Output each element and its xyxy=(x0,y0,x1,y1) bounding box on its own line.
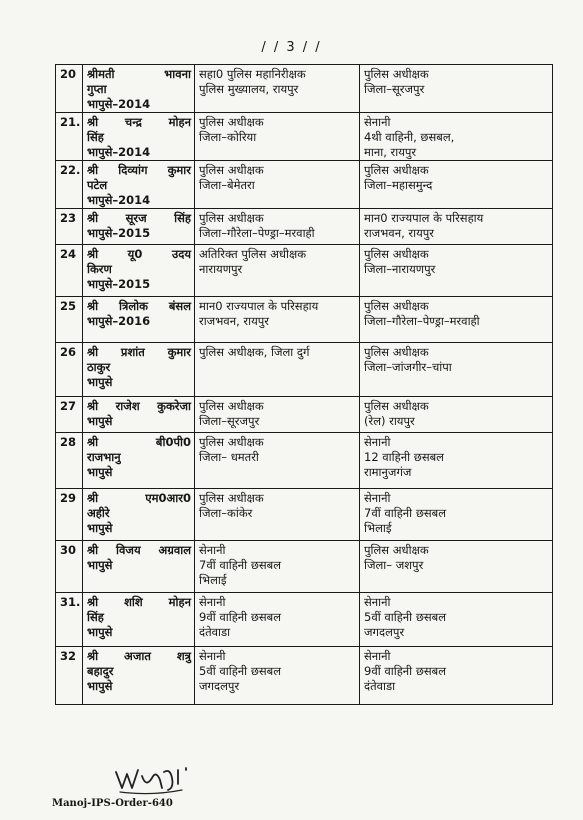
serial-number-cell xyxy=(56,65,83,113)
officer-name-line: श्री शशि मोहन xyxy=(87,595,191,609)
serial-number-cell xyxy=(56,647,83,705)
new-posting-line: पुलिस अधीक्षक xyxy=(364,399,429,413)
current-posting-cell xyxy=(195,397,360,433)
officer-name-line: पटेल xyxy=(87,178,108,192)
serial-number: 21. xyxy=(60,115,81,129)
current-posting-line: 9वीं वाहिनी छसबल xyxy=(199,610,282,624)
new-posting-line: पुलिस अधीक्षक xyxy=(364,543,429,557)
current-posting-cell xyxy=(195,113,360,161)
new-posting-line: जिला–नारायणपुर xyxy=(364,262,436,276)
officer-cadre: भापुसे–2014 xyxy=(87,97,151,111)
new-posting-cell xyxy=(360,593,553,647)
officer-name-cell xyxy=(83,397,195,433)
serial-number: 28 xyxy=(60,435,77,449)
current-posting-line: जिला–सूरजपुर xyxy=(199,414,260,428)
new-posting-cell xyxy=(360,297,553,343)
new-posting-line: पुलिस अधीक्षक xyxy=(364,163,429,177)
current-posting-line: सेनानी xyxy=(199,649,226,663)
table-body xyxy=(56,65,553,705)
officer-name-line: श्री राजेश कुकरेजा xyxy=(87,399,191,413)
new-posting-line: पुलिस अधीक्षक xyxy=(364,345,429,359)
new-posting-cell xyxy=(360,65,553,113)
table-row xyxy=(56,647,553,705)
new-posting-line: जिला–महासमुन्द xyxy=(364,178,433,192)
officer-cadre: भापुसे xyxy=(87,465,113,479)
current-posting-line: राजभवन, रायपुर xyxy=(199,314,269,328)
current-posting-line: पुलिस अधीक्षक xyxy=(199,435,264,449)
serial-number: 25 xyxy=(60,299,77,313)
serial-number: 32 xyxy=(60,649,77,663)
new-posting-cell xyxy=(360,343,553,397)
officer-name-cell xyxy=(83,113,195,161)
officer-name-line: श्री विजय अग्रवाल xyxy=(87,543,191,557)
officer-cadre: भापुसे–2014 xyxy=(87,145,151,159)
new-posting-line: 9वीं वाहिनी छसबल xyxy=(364,664,447,678)
officer-name-line: श्री यू0 उदय xyxy=(87,247,191,261)
new-posting-line: 7वीं वाहिनी छसबल xyxy=(364,506,447,520)
serial-number-cell xyxy=(56,343,83,397)
current-posting-line: भिलाई xyxy=(199,573,227,587)
new-posting-line: रामानुजगंज xyxy=(364,465,412,479)
current-posting-line: पुलिस अधीक्षक xyxy=(199,491,264,505)
serial-number: 26 xyxy=(60,345,77,359)
current-posting-cell xyxy=(195,245,360,297)
table-row xyxy=(56,541,553,593)
officer-cadre: भापुसे–2015 xyxy=(87,226,151,240)
serial-number-cell xyxy=(56,209,83,245)
officer-name-line: ठाकुर xyxy=(87,360,111,374)
new-posting-line: जिला– जशपुर xyxy=(364,558,424,572)
current-posting-line: पुलिस अधीक्षक, जिला दुर्ग xyxy=(199,345,310,359)
new-posting-line: जगदलपुर xyxy=(364,625,405,639)
new-posting-cell xyxy=(360,245,553,297)
officer-name-cell xyxy=(83,245,195,297)
page-number: / / 3 / / xyxy=(261,40,322,55)
officer-name-line: श्री दिव्यांग कुमार xyxy=(87,163,191,177)
officer-name-line: श्रीमती भावना xyxy=(87,67,191,81)
new-posting-line: 4थी वाहिनी, छसबल, xyxy=(364,130,455,144)
serial-number: 23 xyxy=(60,211,77,225)
serial-number: 31. xyxy=(60,595,81,609)
current-posting-line: सेनानी xyxy=(199,543,226,557)
new-posting-line: सेनानी xyxy=(364,649,391,663)
officer-name-cell xyxy=(83,433,195,489)
new-posting-line: जिला–जांजगीर–चांपा xyxy=(364,360,452,374)
current-posting-line: जिला–कोरिया xyxy=(199,130,257,144)
current-posting-line: जगदलपुर xyxy=(199,679,240,693)
officer-name-line: श्री प्रशांत कुमार xyxy=(87,345,191,359)
current-posting-line: पुलिस अधीक्षक xyxy=(199,399,264,413)
officer-name-line: सिंह xyxy=(87,610,104,624)
officer-cadre: भापुसे xyxy=(87,521,113,535)
officer-name-line: श्री त्रिलोक बंसल xyxy=(87,299,191,313)
serial-number: 24 xyxy=(60,247,77,261)
current-posting-line: दंतेवाडा xyxy=(199,625,231,639)
current-posting-cell xyxy=(195,65,360,113)
table-row xyxy=(56,489,553,541)
current-posting-cell xyxy=(195,489,360,541)
new-posting-line: माना, रायपुर xyxy=(364,145,417,159)
transfer-order-table xyxy=(55,64,553,705)
new-posting-line: जिला–सूरजपुर xyxy=(364,82,425,96)
officer-cadre: भापुसे–2014 xyxy=(87,193,151,207)
current-posting-cell xyxy=(195,433,360,489)
new-posting-line: मान0 राज्यपाल के परिसहाय xyxy=(364,211,484,225)
officer-cadre: भापुसे xyxy=(87,414,113,428)
serial-number-cell xyxy=(56,161,83,209)
serial-number-cell xyxy=(56,541,83,593)
officer-cadre: भापुसे xyxy=(87,625,113,639)
new-posting-cell xyxy=(360,433,553,489)
serial-number-cell xyxy=(56,297,83,343)
table-row xyxy=(56,433,553,489)
officer-name-line: सिंह xyxy=(87,130,104,144)
officer-name-line: श्री बी0पी0 xyxy=(87,435,191,449)
current-posting-line: सहा0 पुलिस महानिरीक्षक xyxy=(199,67,306,81)
current-posting-cell xyxy=(195,343,360,397)
table-row xyxy=(56,245,553,297)
serial-number: 22. xyxy=(60,163,81,177)
officer-name-line: अहीरे xyxy=(87,506,110,520)
new-posting-cell xyxy=(360,397,553,433)
new-posting-cell xyxy=(360,161,553,209)
current-posting-cell xyxy=(195,209,360,245)
current-posting-line: पुलिस अधीक्षक xyxy=(199,115,264,129)
table-row xyxy=(56,297,553,343)
serial-number-cell xyxy=(56,397,83,433)
table-row xyxy=(56,113,553,161)
current-posting-line: पुलिस अधीक्षक xyxy=(199,211,264,225)
new-posting-line: जिला–गौरेला–पेण्ड्रा–मरवाही xyxy=(364,314,480,328)
serial-number-cell xyxy=(56,593,83,647)
officer-name-line: गुप्ता xyxy=(87,82,107,96)
new-posting-cell xyxy=(360,209,553,245)
officer-name-cell xyxy=(83,209,195,245)
serial-number-cell xyxy=(56,489,83,541)
current-posting-line: 7वीं वाहिनी छसबल xyxy=(199,558,282,572)
current-posting-line: सेनानी xyxy=(199,595,226,609)
officer-cadre: भापुसे xyxy=(87,679,113,693)
current-posting-line: मान0 राज्यपाल के परिसहाय xyxy=(199,299,319,313)
new-posting-cell xyxy=(360,489,553,541)
signature-mark xyxy=(112,758,212,798)
new-posting-line: दंतेवाडा xyxy=(364,679,396,693)
current-posting-cell xyxy=(195,593,360,647)
new-posting-line: सेनानी xyxy=(364,115,391,129)
new-posting-line: 12 वाहिनी छसबल xyxy=(364,450,444,464)
officer-name-line: श्री एम0आर0 xyxy=(87,491,191,505)
current-posting-line: जिला–कांकेर xyxy=(199,506,253,520)
current-posting-line: जिला– धमतरी xyxy=(199,450,259,464)
new-posting-line: भिलाई xyxy=(364,521,392,535)
officer-name-cell xyxy=(83,65,195,113)
new-posting-line: सेनानी xyxy=(364,595,391,609)
new-posting-line: राजभवन, रायपुर xyxy=(364,226,434,240)
officer-name-line: श्री चन्द्र मोहन xyxy=(87,115,191,129)
footer-reference: Manoj-IPS-Order-640 xyxy=(52,798,173,809)
table-row xyxy=(56,65,553,113)
current-posting-line: जिला–गौरेला–पेण्ड्रा–मरवाही xyxy=(199,226,315,240)
table-row xyxy=(56,343,553,397)
current-posting-cell xyxy=(195,161,360,209)
serial-number: 27 xyxy=(60,399,77,413)
current-posting-line: अतिरिक्त पुलिस अधीक्षक xyxy=(199,247,307,261)
current-posting-cell xyxy=(195,297,360,343)
officer-name-cell xyxy=(83,593,195,647)
officer-name-cell xyxy=(83,489,195,541)
new-posting-line: सेनानी xyxy=(364,491,391,505)
officer-name-cell xyxy=(83,161,195,209)
officer-name-line: राजभानु xyxy=(87,450,121,464)
officer-name-line: श्री सूरज सिंह xyxy=(87,211,191,225)
officer-name-line: बहादुर xyxy=(87,664,114,678)
officer-name-line: श्री अजात शत्रु xyxy=(87,649,191,663)
officer-name-line: किरण xyxy=(87,262,112,276)
new-posting-line: 5वीं वाहिनी छसबल xyxy=(364,610,447,624)
table-row xyxy=(56,161,553,209)
officer-name-cell xyxy=(83,647,195,705)
serial-number: 30 xyxy=(60,543,77,557)
table-row xyxy=(56,209,553,245)
officer-cadre: भापुसे xyxy=(87,375,113,389)
officer-name-cell xyxy=(83,297,195,343)
officer-cadre: भापुसे–2016 xyxy=(87,314,151,328)
serial-number-cell xyxy=(56,245,83,297)
current-posting-line: जिला–बेमेतरा xyxy=(199,178,255,192)
serial-number: 29 xyxy=(60,491,77,505)
current-posting-line: नारायणपुर xyxy=(199,262,243,276)
new-posting-line: (रेल) रायपुर xyxy=(364,414,415,428)
officer-name-cell xyxy=(83,343,195,397)
officer-cadre: भापुसे–2015 xyxy=(87,277,151,291)
table-row xyxy=(56,593,553,647)
serial-number: 20 xyxy=(60,67,77,81)
new-posting-cell xyxy=(360,647,553,705)
current-posting-cell xyxy=(195,541,360,593)
serial-number-cell xyxy=(56,433,83,489)
serial-number-cell xyxy=(56,113,83,161)
current-posting-line: पुलिस अधीक्षक xyxy=(199,163,264,177)
new-posting-line: सेनानी xyxy=(364,435,391,449)
new-posting-cell xyxy=(360,113,553,161)
new-posting-cell xyxy=(360,541,553,593)
officer-cadre: भापुसे xyxy=(87,558,113,572)
new-posting-line: पुलिस अधीक्षक xyxy=(364,247,429,261)
table-row xyxy=(56,397,553,433)
new-posting-line: पुलिस अधीक्षक xyxy=(364,299,429,313)
current-posting-line: 5वीं वाहिनी छसबल xyxy=(199,664,282,678)
new-posting-line: पुलिस अधीक्षक xyxy=(364,67,429,81)
current-posting-cell xyxy=(195,647,360,705)
officer-name-cell xyxy=(83,541,195,593)
current-posting-line: पुलिस मुख्यालय, रायपुर xyxy=(199,82,299,96)
